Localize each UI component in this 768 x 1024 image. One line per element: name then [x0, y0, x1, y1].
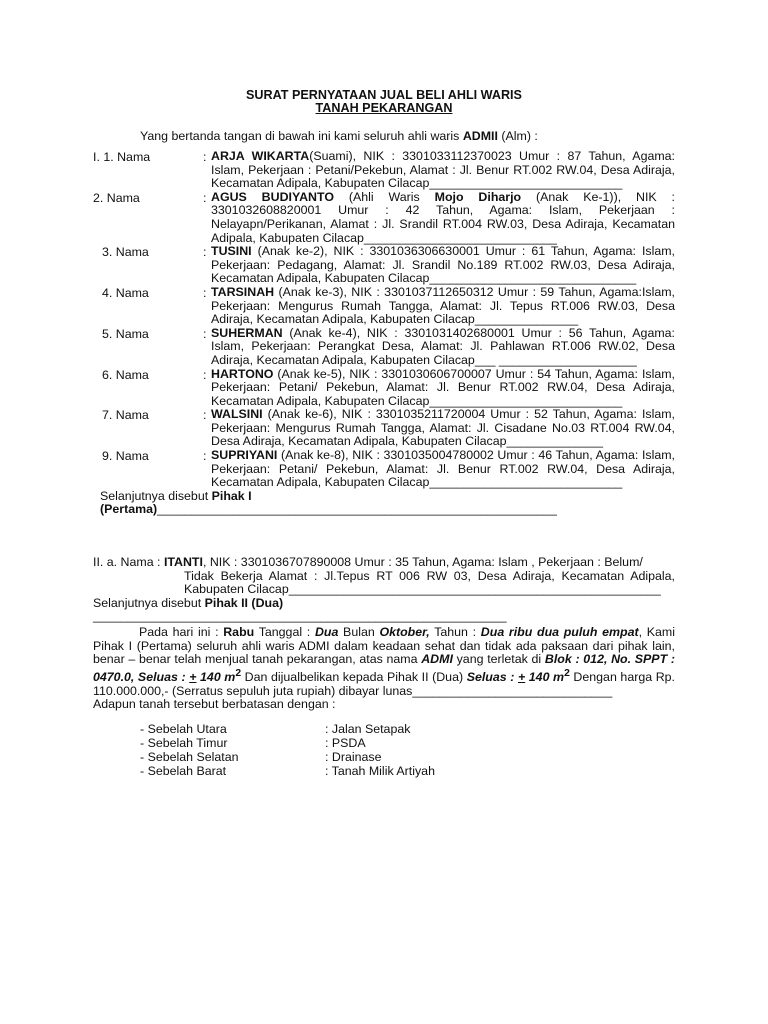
heir-details: TARSINAH (Anak ke-3), NIK : 3301037112650312 Umur : 59 Tahun, Agama:Islam, Pekerjaan: Mengurus Rumah Tangga, Alamat: Jl. Tepus RT.006 RW.03, Desa Adiraja, Kecamatan Adipala, Kabupaten Cilacap_______________	[211, 284, 675, 327]
heir-entry: 7. Nama : WALSINI (Anak ke-6), NIK : 3301035211720004 Umur : 52 Tahun, Agama: Islam, Pekerjaan: Mengurus Rumah Tangga, Alamat: Jl. Cisadane No.03 RT.004 RW.04, Desa Adiraja, Kecamatan Adipala, Kabupaten Cilacap______________	[93, 408, 675, 449]
heir-name: TARSINAH	[211, 284, 275, 299]
deceased-name: ADMII	[462, 129, 498, 143]
pihak2-section	[93, 556, 675, 624]
heir-label: 4. Nama	[102, 285, 149, 300]
heir-details: AGUS BUDIYANTO (Ahli Waris Mojo Diharjo (Anak Ke-1)), NIK : 3301032608820001 Umur : 42 Tahun, Agama: Islam, Pekerjaan : Nelayapn/Perikanan, Alamat : Jl. Srandil RT.004 RW.03, Desa Adiraja, Kecamatan Adipala, Kabupaten Cilacap____________________________	[211, 189, 675, 245]
heir-label: 5. Nama	[102, 326, 149, 341]
heir-details: SUHERMAN (Anak ke-4), NIK : 3301031402680001 Umur : 56 Tahun, Agama: Islam, Pekerjaan: Perangkat Desa, Alamat: Jl. Pahlawan RT.006 RW.02, Desa Adiraja, Kecamatan Adipala, Kabupaten Cilacap___ ____________________	[211, 325, 675, 367]
heir-label: 7. Nama	[102, 408, 149, 423]
document-subtitle: TANAH PEKARANGAN	[315, 101, 453, 115]
border-item: - Sebelah Timur : PSDA	[140, 736, 366, 750]
heir-label: 3. Nama	[102, 245, 149, 260]
heir-label: 9. Nama	[102, 449, 149, 464]
borders-intro: Adapun tanah tersebut berbatasan dengan :	[93, 697, 336, 712]
land-location: Blok : 012, No. SPPT : 0470.0, Seluas :	[93, 652, 675, 684]
heir-details: WALSINI (Anak ke-6), NIK : 3301035211720004 Umur : 52 Tahun, Agama: Islam, Pekerjaan: Mengurus Rumah Tangga, Alamat: Jl. Cisadane No.03 RT.004 RW.04, Desa Adiraja, Kecamatan Adipala, Kabupaten Cilacap______________	[211, 407, 675, 449]
pihak2-name: ITANTI	[163, 555, 203, 569]
pihak2-entry: II. a. Nama : ITANTI, NIK : 3301036707890008 Umur : 35 Tahun, Agama: Islam , Pekerjaan : Belum/	[93, 555, 643, 569]
pihak2-statement: Selanjutnya disebut Pihak II (Dua) ____________________________________________________________	[93, 595, 507, 624]
heir-entry: 9. Nama : SUPRIYANI (Anak ke-8), NIK : 3301035004780002 Umur : 46 Tahun, Agama: Islam, Pekerjaan: Petani/ Pekebun, Alamat: Jl. Benur RT.002 RW.04, Desa Adiraja, Kecamatan Adipala, Kabupaten Cilacap____________________________	[93, 449, 675, 490]
pihak1-label: Pihak I (Pertama)	[100, 488, 252, 517]
month-value: Oktober,	[379, 625, 430, 639]
pihak1-statement: Selanjutnya disebut Pihak I (Pertama)__________________________________________________________	[100, 488, 557, 517]
heir-details: HARTONO (Anak ke-5), NIK : 3301030606700007 Umur : 54 Tahun, Agama: Islam, Pekerjaan: Petani/ Pekebun, Alamat: Jl. Benur RT.002 RW.04, Desa Adiraja, Kecamatan Adipala, Kabupaten Cilacap____________________________	[211, 366, 675, 408]
sale-statement: Pada hari ini : Rabu Tanggal : Dua Bulan Oktober, Tahun : Dua ribu dua puluh empat, Kami Pihak I (Pertama) seluruh ahli waris ADMI dalam keadaan sehat dan tidak ada paksaan dari pihak lain, benar – benar telah menjual tanah pekarangan, atas nama ADMI yang terletak di Blok : 012, No. SPPT : 0470.0, Seluas : + 140 $m^2$ Dan dijualbelikan kepada Pihak II (Dua) Seluas : + 140 $m^2$ Dengan harga Rp. 110.000.000,- (Serratus sepuluh juta rupiah) dibayar lunas_____________________________	[93, 625, 676, 698]
pihak2-details: Tidak Bekerja Alamat : Jl.Tepus RT 006 RW 03, Desa Adiraja, Kecamatan Adipala, Kabupaten Cilacap______________________________________________________	[184, 568, 675, 597]
heir-entry: 2. Nama : AGUS BUDIYANTO (Ahli Waris Mojo Diharjo (Anak Ke-1)), NIK : 3301032608820001 Umur : 42 Tahun, Agama: Islam, Pekerjaan : Nelayapn/Perikanan, Alamat : Jl. Srandil RT.004 RW.03, Desa Adiraja, Kecamatan Adipala, Kabupaten Cilacap____________________________	[93, 189, 675, 245]
heir-entry: 3. Nama : TUSINI (Anak ke-2), NIK : 3301036306630001 Umur : 61 Tahun, Agama: Islam, Pekerjaan: Pedagang, Alamat: Jl. Srandil No.189 RT.002 RW.03, Desa Adiraja, Kecamatan Adipala, Kabupaten Cilacap______________________________	[93, 245, 675, 286]
document-title: SURAT PERNYATAAN JUAL BELI AHLI WARIS	[246, 88, 522, 102]
heirs-list	[93, 150, 675, 517]
heir-name: TUSINI	[211, 244, 252, 259]
heir-label: 6. Nama	[102, 367, 149, 382]
heir-entry: 5. Nama : SUHERMAN (Anak ke-4), NIK : 3301031402680001 Umur : 56 Tahun, Agama: Islam, Pekerjaan: Perangkat Desa, Alamat: Jl. Pahlawan RT.006 RW.02, Desa Adiraja, Kecamatan Adipala, Kabupaten Cilacap___ ____________________	[93, 327, 675, 368]
intro-paragraph: Yang bertanda tangan di bawah ini kami seluruh ahli waris ADMII (Alm) :	[140, 129, 538, 143]
border-item: - Sebelah Barat : Tanah Milik Artiyah	[140, 764, 435, 778]
heir-name: ARJA WIKARTA	[211, 149, 310, 163]
day-value: Rabu	[223, 625, 255, 639]
border-item: - Sebelah Selatan : Drainase	[140, 750, 382, 764]
owner-name: ADMI	[421, 652, 453, 667]
heir-entry: I. 1. Nama : ARJA WIKARTA(Suami), NIK : 3301033112370023 Umur : 87 Tahun, Agama: Islam, Pekerjaan : Petani/Pekebun, Alamat : Jl. Benur RT.002 RW.04, Desa Adiraja, Kecamatan Adipala, Kabupaten Cilacap____________________________	[93, 149, 676, 191]
heir-label: I. 1. Nama	[93, 150, 151, 164]
heir-label: 2. Nama	[93, 190, 140, 205]
land-area: 140 m	[196, 669, 236, 684]
heir-name: SUHERMAN	[211, 325, 283, 340]
date-value: Dua	[314, 625, 339, 639]
heir-name: SUPRIYANI	[211, 448, 278, 463]
heir-entry: 6. Nama : HARTONO (Anak ke-5), NIK : 3301030606700007 Umur : 54 Tahun, Agama: Islam, Pekerjaan: Petani/ Pekebun, Alamat: Jl. Benur RT.002 RW.04, Desa Adiraja, Kecamatan Adipala, Kabupaten Cilacap____________________________	[93, 368, 675, 409]
heir-details: SUPRIYANI (Anak ke-8), NIK : 3301035004780002 Umur : 46 Tahun, Agama: Islam, Pekerjaan: Petani/ Pekebun, Alamat: Jl. Benur RT.002 RW.04, Desa Adiraja, Kecamatan Adipala, Kabupaten Cilacap____________________________	[211, 448, 675, 490]
year-value: Dua ribu dua puluh empat	[480, 625, 639, 639]
heir-entry: 4. Nama : TARSINAH (Anak ke-3), NIK : 3301037112650312 Umur : 59 Tahun, Agama:Islam, Pekerjaan: Mengurus Rumah Tangga, Alamat: Jl. Tepus RT.006 RW.03, Desa Adiraja, Kecamatan Adipala, Kabupaten Cilacap_______________	[93, 286, 675, 327]
heir-name: HARTONO	[211, 366, 274, 381]
heir-name: AGUS BUDIYANTO	[211, 189, 334, 204]
heir-details: ARJA WIKARTA(Suami), NIK : 3301033112370023 Umur : 87 Tahun, Agama: Islam, Pekerjaan : Petani/Pekebun, Alamat : Jl. Benur RT.002 RW.04, Desa Adiraja, Kecamatan Adipala, Kabupaten Cilacap____________________________	[211, 149, 676, 191]
pihak2-label: Pihak II (Dua)	[204, 595, 284, 610]
border-item: - Sebelah Utara : Jalan Setapak	[140, 722, 411, 736]
borders-list	[140, 722, 435, 778]
sale-paragraph	[93, 626, 675, 712]
heir-details: TUSINI (Anak ke-2), NIK : 3301036306630001 Umur : 61 Tahun, Agama: Islam, Pekerjaan: Pedagang, Alamat: Jl. Srandil No.189 RT.002 RW.03, Desa Adiraja, Kecamatan Adipala, Kabupaten Cilacap______________________________	[211, 244, 675, 286]
heir-name: WALSINI	[211, 407, 263, 422]
price-statement: Dengan harga Rp. 110.000.000,- (Serratus sepuluh juta rupiah) dibayar lunas	[93, 669, 675, 698]
land-area-sold: 140 m	[525, 669, 565, 684]
